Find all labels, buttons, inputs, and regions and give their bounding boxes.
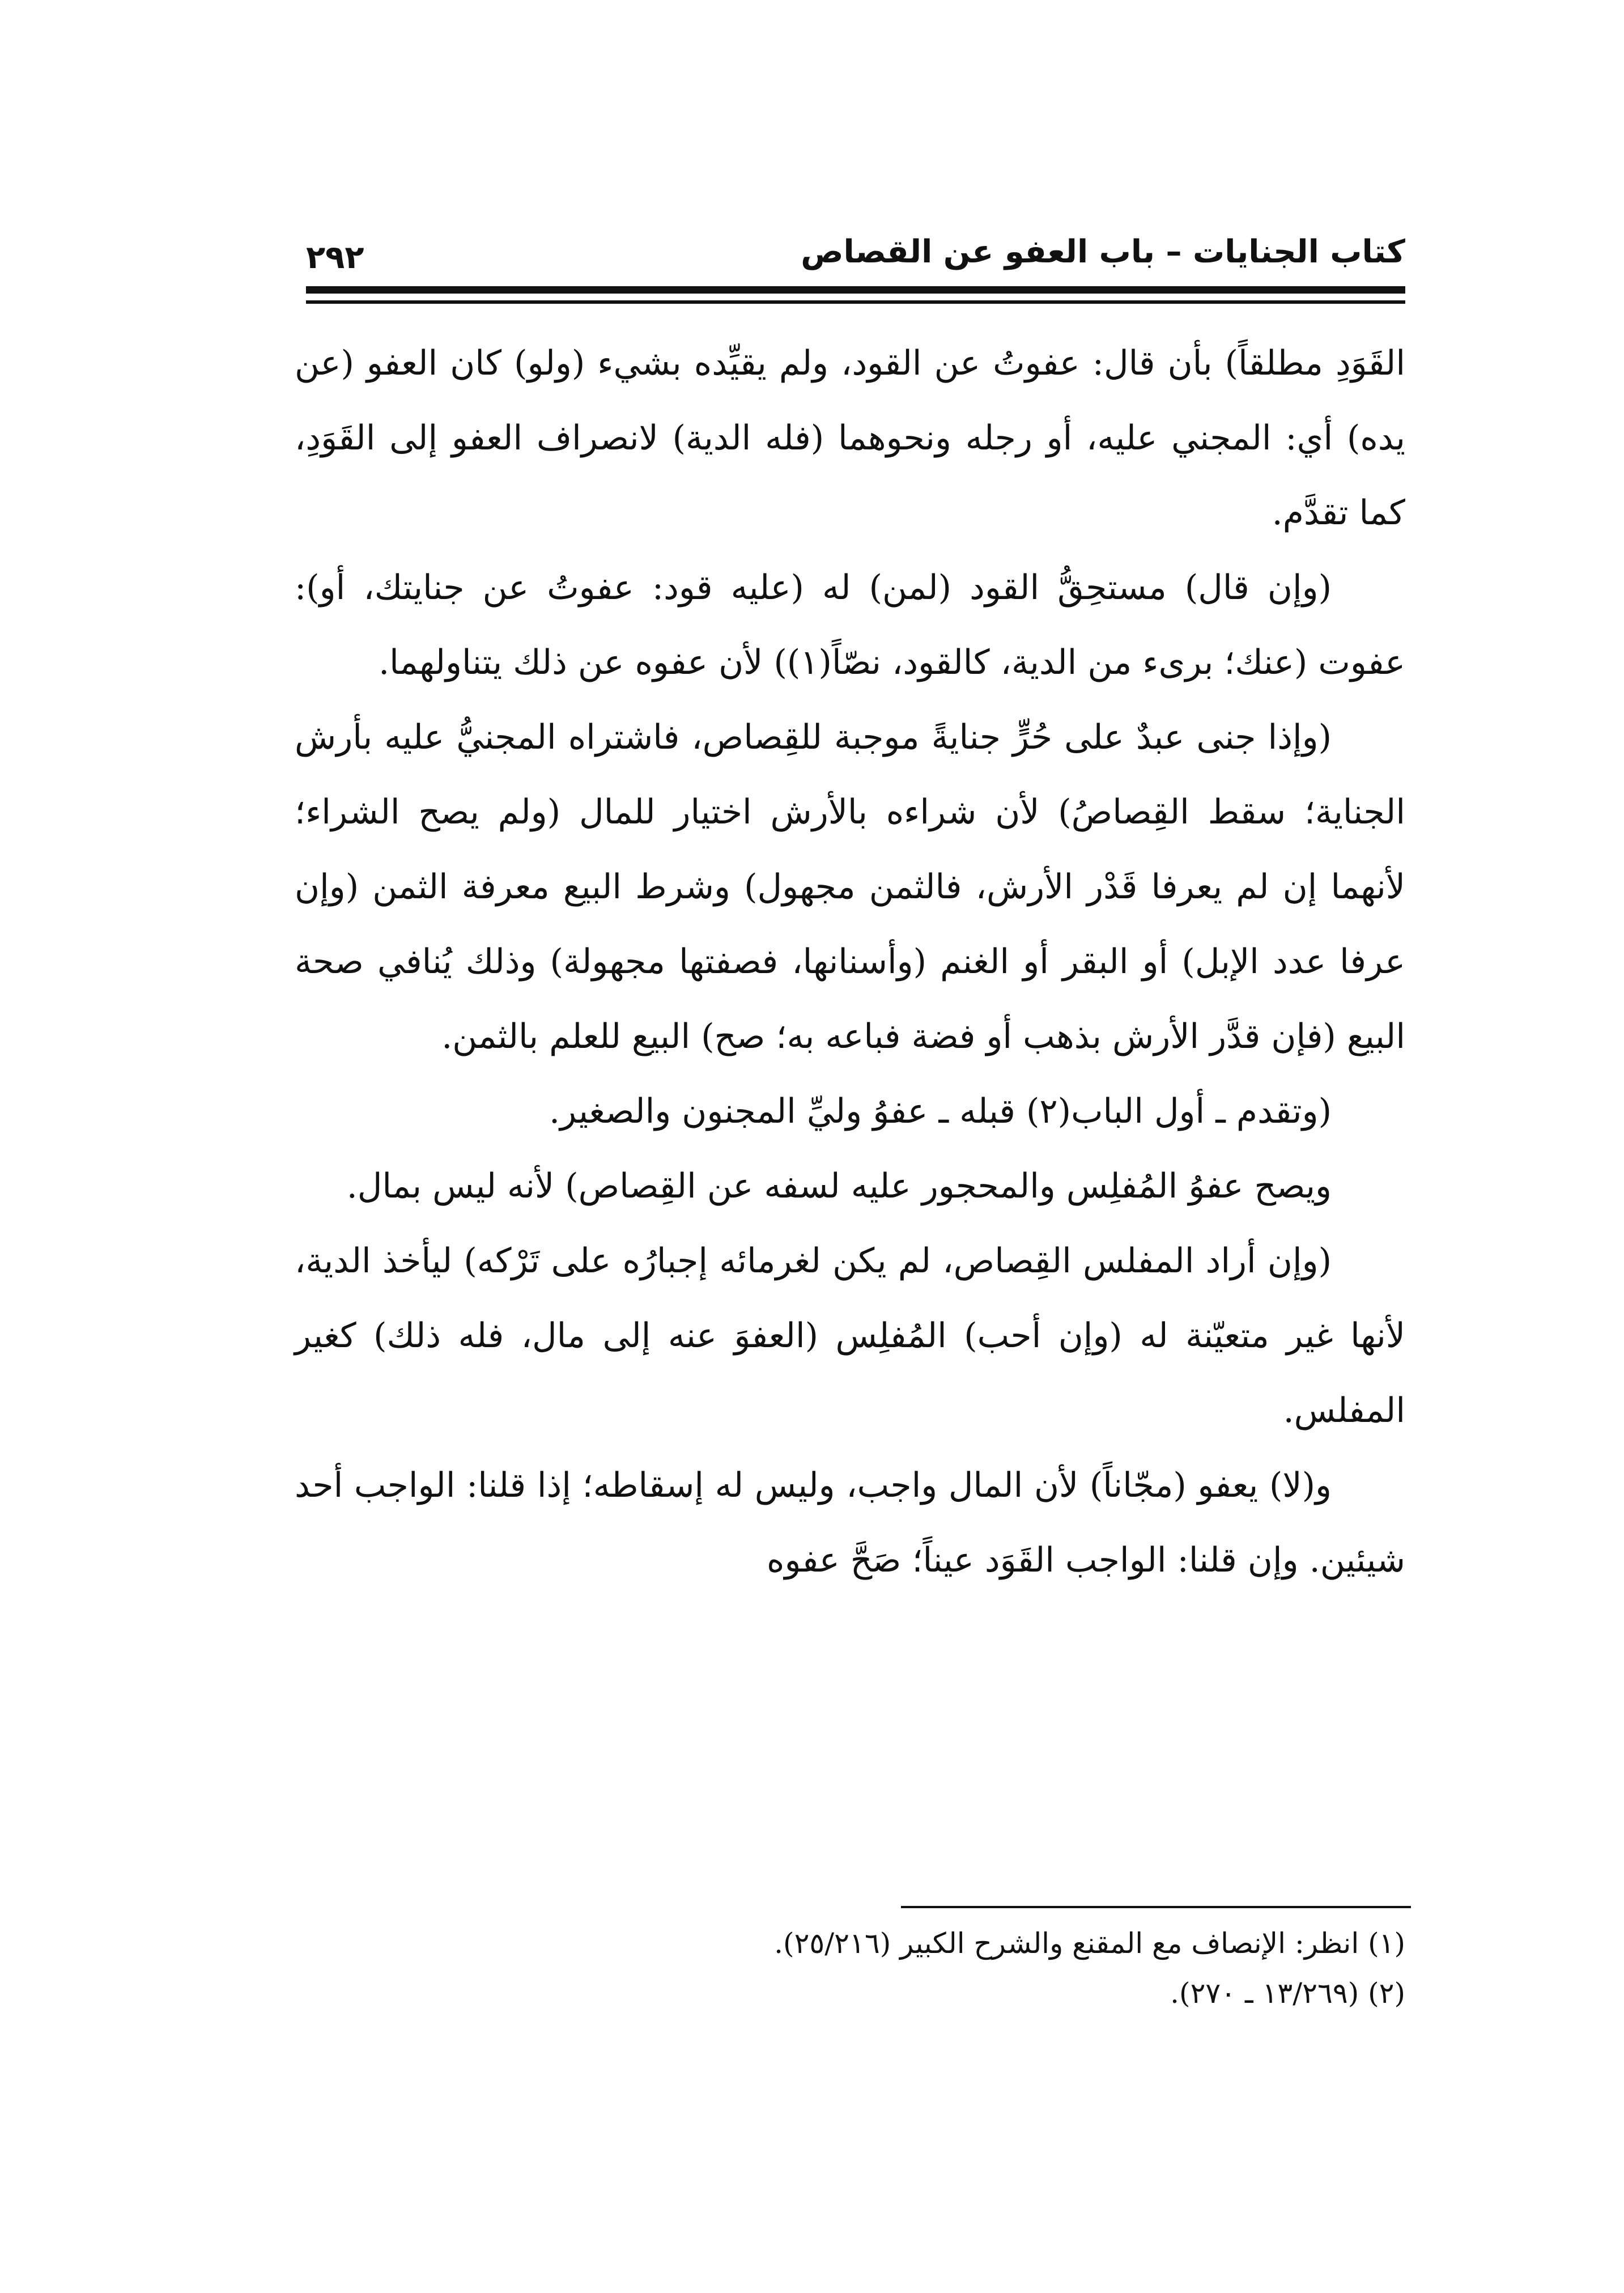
footnote-separator: [901, 1906, 1411, 1908]
page-header: [306, 227, 1405, 283]
header-rule-thick: [306, 286, 1405, 294]
running-title: كتاب الجنايات – باب العفو عن القصاص: [801, 233, 1405, 270]
paragraph: ويصح عفوُ المُفلِس والمحجور عليه لسفه عن القِصاص) لأنه ليس بمال.: [346, 1166, 1332, 1206]
footnote: (١) انظر: الإنصاف مع المقنع والشرح الكبير (٢٥/٢١٦).: [774, 1927, 1405, 1960]
paragraph: (وتقدم ـ أول الباب(٢) قبله ـ عفوُ وليِّ المجنون والصغير.: [549, 1092, 1332, 1131]
paragraph: (وإذا جنى عبدٌ على حُرٍّ جنايةً موجبة للقِصاص، فاشتراه المجنيُّ عليه بأرش الجناية؛ سقط القِصاصُ) لأن شراءه بالأرش اختيار للمال (ولم يصح الشراء؛ لأنهما إن لم يعرفا قَدْر الأرش، فالثمن مجهول) وشرط البيع معرفة الثمن (وإن عرفا عدد الإبل) أو البقر أو الغنم (وأسنانها، فصفتها مجهولة) وذلك يُنافي صحة البيع (فإن قدَّر الأرش بذهب أو فضة فباعه به؛ صح) البيع للعلم بالثمن.: [295, 717, 1405, 1056]
paragraph: (وإن قال) مستحِقُّ القود (لمن) له (عليه قود: عفوتُ عن جنايتك، أو): عفوت (عنك؛ برىء من الدية، كالقود، نصّاً(١)) لأن عفوه عن ذلك يتناولهما.: [295, 568, 1405, 682]
paragraph: و(لا) يعفو (مجّاناً) لأن المال واجب، وليس له إسقاطه؛ إذا قلنا: الواجب أحد شيئين. وإن قلنا: الواجب القَوَد عيناً؛ صَحَّ عفوه: [295, 1466, 1405, 1580]
page-number: ٢٩٢: [306, 239, 364, 276]
paragraph: القَوَدِ مطلقاً) بأن قال: عفوتُ عن القود، ولم يقيِّده بشيء (ولو) كان العفو (عن يده) أي: المجني عليه، أو رجله ونحوهما (فله الدية) لانصراف العفو إلى القَوَدِ، كما تقدَّم.: [295, 343, 1406, 533]
body-text: [295, 326, 1405, 1598]
footnotes: [295, 1918, 1405, 2018]
footnote: (٢) (١٣/٢٦٩ ـ ٢٧٠).: [1170, 1977, 1405, 2010]
header-rule-thin: [306, 300, 1405, 304]
paragraph: (وإن أراد المفلس القِصاص، لم يكن لغرمائه إجبارُه على تَرْكه) ليأخذ الدية، لأنها غير متعيّنة له (وإن أحب) المُفلِس (العفوَ عنه إلى مال، فله ذلك) كغير المفلس.: [295, 1241, 1406, 1430]
